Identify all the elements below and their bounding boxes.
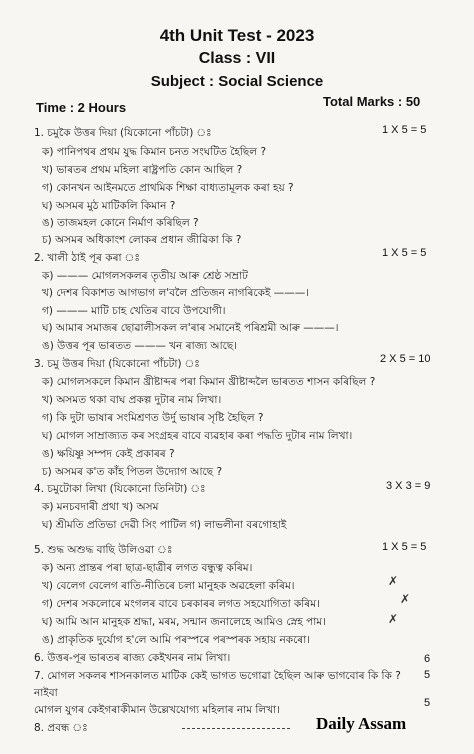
q4-dc: ঘ) শ্ৰীমতি প্ৰতিভা দেৱী সিং পাটিল গ) লাভলীনা বৰগোহাই bbox=[42, 519, 287, 531]
q3-b: খ) অসমত থকা বাঘ প্ৰকল্প দুটাৰ নাম লিখা। bbox=[42, 394, 222, 406]
q7-marks: 5 bbox=[424, 669, 431, 681]
q5-b: খ) বেলেগ বেলেগ ৰাতি-নীতিৰে চলা মানুহক অৱহেলা কৰিম। bbox=[42, 580, 295, 592]
q2-marks: 1 X 5 = 5 bbox=[382, 247, 427, 259]
test-title: 4th Unit Test - 2023 bbox=[159, 26, 315, 45]
q3-c: গ) কি দুটা ভাষাৰ সংমিশ্ৰণত উৰ্দু ভাষাৰ সৃষ্টি হৈছিল ? bbox=[42, 412, 264, 424]
q7-alt: মোগল যুগৰ কেইগৰাকীমান উল্লেখযোগ্য মহিলাৰ নাম লিখা। bbox=[34, 704, 280, 716]
q3-heading: 3. চমু উত্তৰ দিয়া (যিকোনো পাঁচটা) ঃ bbox=[34, 358, 200, 370]
q3-e: ঙ) ক্ষয়িষ্ণু সম্পদ কেই প্ৰকাৰৰ ? bbox=[42, 448, 175, 460]
q1-d: ঘ) অসমৰ মুঠ মাটিকলি কিমান ? bbox=[42, 200, 176, 212]
subject-label: Subject : Social Science bbox=[150, 73, 324, 90]
q8: 8. প্ৰবন্ধ ঃ bbox=[34, 722, 88, 734]
q1-c: গ) কোনখন আইনমতে প্ৰাথমিক শিক্ষা বাধ্যতামূলক কৰা হয় ? bbox=[42, 182, 294, 194]
q1-marks: 1 X 5 = 5 bbox=[382, 124, 427, 136]
q5-e: ঙ) প্ৰাকৃতিক দুৰ্যোগ হ'লে আমি পৰস্পৰে পৰস্পৰক সহায় নকৰো। bbox=[42, 634, 311, 646]
q3-d: ঘ) মোগল সাম্ৰাজ্যত কৰ সংগ্ৰহৰ বাবে ব্যৱহাৰ কৰা পদ্ধতি দুটাৰ নাম লিখা। bbox=[42, 430, 353, 442]
time-label: Time : 2 Hours bbox=[36, 100, 127, 115]
cross-mark-icon: ✗ bbox=[388, 612, 399, 626]
q2-b: খ) দেশৰ বিকাশত আগভাগ ল'বলৈ প্ৰতিজন নাগৰিকেই ———। bbox=[42, 287, 310, 299]
q6: 6. উত্তৰ-পূৰ ভাৰতৰ ৰাজ্য কেইখনৰ নাম লিখা। bbox=[34, 652, 231, 664]
q4-ab: ক) মনচবদাৰী প্ৰথা খ) অসম bbox=[42, 501, 159, 513]
q3-f: চ) অসমৰ ক'ত কাঁহ পিতল উদ্যোগ আছে ? bbox=[42, 466, 223, 478]
q3-marks: 2 X 5 = 10 bbox=[380, 353, 431, 365]
q7: 7. মোগল সকলৰ শাসনকালত মাটিক কেই ভাগত ভগোৱা হৈছিল আৰু ভাগবোৰ কি কি ? bbox=[34, 670, 401, 682]
q5-marks: 1 X 5 = 5 bbox=[382, 541, 427, 553]
q1-f: চ) অসমৰ অধিকাংশ লোকৰ প্ৰধান জীৱিকা কি ? bbox=[42, 234, 242, 246]
q8-marks: 5 bbox=[424, 697, 431, 709]
q2-a: ক) ——— মোগলসকলৰ তৃতীয় আৰু শ্ৰেষ্ঠ সম্ৰাট bbox=[42, 270, 248, 282]
q5-c: গ) দেশৰ সকলোৰে মংগলৰ বাবে চৰকাৰৰ লগত সহযোগিতা কৰিম। bbox=[42, 598, 320, 610]
q1-heading: 1. চমুকৈ উত্তৰ দিয়া (যিকোনো পাঁচটা) ঃ bbox=[34, 127, 212, 139]
footer-divider bbox=[182, 728, 290, 729]
q3-a: ক) মোগলসকলে কিমান খ্ৰীষ্টাব্দৰ পৰা কিমান খ্ৰীষ্টাব্দলৈ ভাৰতত শাসন কৰিছিল ? bbox=[42, 376, 376, 388]
q7-or: নাইবা bbox=[34, 687, 58, 699]
q5-d: ঘ) আমি আন মানুহক শ্ৰদ্ধা, মৰম, সন্মান জনালেহে আমিও স্নেহ পাম। bbox=[42, 616, 326, 628]
q2-d: ঘ) আমাৰ সমাজৰ ছোৱালীসকল ল'ৰাৰ সমানেই পৰিশ্ৰমী আৰু ———। bbox=[42, 322, 339, 334]
q1-a: ক) পানিপথৰ প্ৰথম যুদ্ধ কিমান চনত সংঘটিত হৈছিল ? bbox=[42, 146, 267, 158]
brand-watermark: Daily Assam bbox=[316, 714, 407, 733]
q2-c: গ) ——— মাটি চাহ খেতিৰ বাবে উপযোগী। bbox=[42, 305, 226, 317]
cross-mark-icon: ✗ bbox=[388, 574, 399, 588]
q5-heading: 5. শুদ্ধ অশুদ্ধ বাছি উলিওৱা ঃ bbox=[34, 544, 173, 556]
q2-e: ঙ) উত্তৰ পূৰ ভাৰতত ——— খন ৰাজ্য আছে। bbox=[42, 340, 237, 352]
cross-mark-icon: ✗ bbox=[400, 592, 411, 606]
q4-heading: 4. চমুটোকা লিখা (যিকোনো তিনিটা) ঃ bbox=[34, 483, 206, 495]
q2-heading: 2. খালী ঠাই পূৰ কৰা ঃ bbox=[34, 252, 140, 264]
q4-marks: 3 X 3 = 9 bbox=[386, 480, 431, 492]
total-marks: Total Marks : 50 bbox=[323, 94, 421, 109]
class-label: Class : VII bbox=[198, 50, 276, 67]
q6-marks: 6 bbox=[424, 653, 431, 665]
q1-e: ঙ) তাজমহল কোনে নিৰ্মাণ কৰিছিল ? bbox=[42, 217, 199, 229]
q1-b: খ) ভাৰতৰ প্ৰথম মহিলা ৰাষ্ট্ৰপতি কোন আছিল ? bbox=[42, 164, 243, 176]
q5-a: ক) অন্য প্ৰান্তৰ পৰা ছাত্ৰ-ছাত্ৰীৰ লগত বন্ধুত্ব কৰিম। bbox=[42, 562, 253, 574]
